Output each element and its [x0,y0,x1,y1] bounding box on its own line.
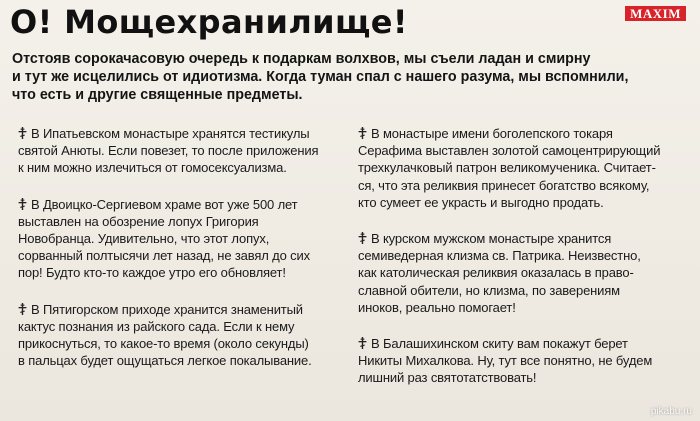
relic-line: иноков, реально помогает! [358,299,516,315]
relic-line: Новобранца. Удивительно, что этот лопух, [18,231,270,247]
orthodox-cross-icon [18,198,27,210]
relic-line: В курском мужском монастыре хранится [371,231,612,247]
relic-item-balashikha [358,335,693,387]
relic-line: в пальцах будет ощущаться легкое покалывание. [18,353,312,369]
relic-line: как католическая реликвия оказалась в право- [358,265,634,281]
relic-line: ся, что эта реликвия принесет богатство всякому, [358,177,650,193]
relic-line: трехкулачковый патрон великомученика. Считает- [358,160,656,176]
maxim-logo: MAXIM [625,6,686,21]
page-title: О! Мощехранилище! [10,3,408,41]
relic-line: лишний раз святотатствовать! [358,370,537,386]
relic-item-ipatiev [18,125,353,177]
relic-line: Серафима выставлен золотой самоцентрирующий [358,143,661,159]
relic-item-kursk [358,230,693,316]
relic-line: В монастыре имени боголепского токаря [371,126,613,141]
relic-item-serafim [358,125,693,211]
lead-line: и тут же исцелились от идиотизма. Когда туман спал с нашего разума, мы вспомнили, [12,69,629,85]
relic-item-dvoitsko [18,196,353,282]
relic-line: кактус познания из райского сада. Если к нему [18,318,295,334]
relic-line: святой Анюты. Если повезет, то после приложения [18,143,319,159]
left-column [18,125,353,388]
relic-item-pyatigorsk [18,301,353,370]
relic-line: к ним можно излечиться от гомосексуализма. [18,160,287,176]
relic-line: кто сумеет ее украсть и выгодно продать. [358,194,604,210]
lead-paragraph [12,50,692,104]
relic-line: пор! Будто кто-то каждое утро его обновляет! [18,265,286,281]
source-watermark: pikabu.ru [650,406,692,417]
relic-line: семиведерная клизма св. Патрика. Неизвестно, [358,248,641,264]
relic-line: выставлен на обозрение лопух Григория [18,213,259,229]
relic-line: славной обители, но клизма, по заверениям [358,282,620,298]
orthodox-cross-icon [358,232,367,244]
relic-line: В Двоицко-Сергиевом храме вот уже 500 лет [31,196,298,212]
lead-line: что есть и другие священные предметы. [12,87,303,103]
right-column [358,125,693,406]
lead-line: Отстояв сорокачасовую очередь к подаркам волхвов, мы съели ладан и смирну [12,51,591,67]
orthodox-cross-icon [18,127,27,139]
relic-line: В Ипатьевском монастыре хранятся тестикулы [31,126,310,141]
relic-line: Никиты Михалкова. Ну, тут все понятно, не будем [358,353,653,369]
relic-line: прикоснуться, то какое-то время (около секунды) [18,336,309,352]
orthodox-cross-icon [18,303,27,315]
relic-line: В Балашихинском скиту вам покажут берет [371,336,628,352]
orthodox-cross-icon [358,337,367,349]
orthodox-cross-icon [358,127,367,139]
relic-line: сорванный полтысячи лет назад, не завял до сих [18,248,310,264]
relic-line: В Пятигорском приходе хранится знаменитый [31,301,303,317]
